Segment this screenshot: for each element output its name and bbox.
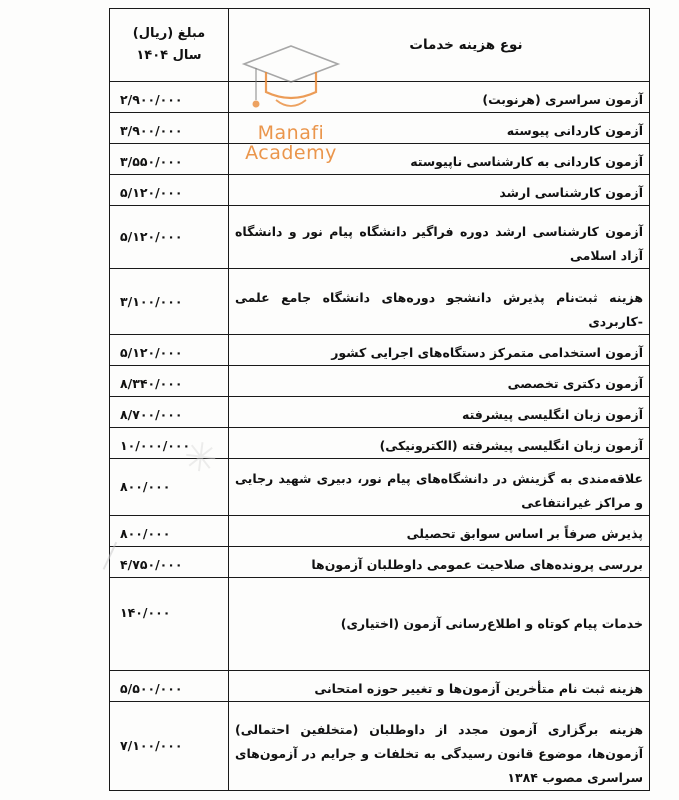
service-amount: ۱۴۰/۰۰۰ (110, 578, 229, 671)
table-row (110, 206, 650, 269)
table-row (110, 82, 650, 113)
service-name: هزینه ثبت نام متأخرین آزمون‌ها و تغییر حوزه امتحانی (229, 671, 650, 702)
service-name: آزمون کارشناسی ارشد (229, 175, 650, 206)
faint-watermark: ✳ (174, 429, 230, 487)
table-header-row (110, 9, 650, 82)
table-row (110, 113, 650, 144)
header-amount-year: سال ۱۴۰۴ (136, 48, 202, 63)
service-amount: ۳/۵۵۰/۰۰۰ (110, 144, 229, 175)
table-row (110, 516, 650, 547)
service-amount: ۵/۱۲۰/۰۰۰ (110, 206, 229, 269)
service-name: بررسی پرونده‌های صلاحیت عمومی داوطلبان آزمون‌ها (229, 547, 650, 578)
service-name: آزمون استخدامی متمرکز دستگاه‌های اجرایی کشور (229, 335, 650, 366)
table-row (110, 428, 650, 459)
service-amount: ۸/۷۰۰/۰۰۰ (110, 397, 229, 428)
service-amount: ۳/۱۰۰/۰۰۰ (110, 269, 229, 335)
logo-wordmark-line2: Academy (245, 142, 337, 164)
service-amount: ۲/۹۰۰/۰۰۰ (110, 82, 229, 113)
service-amount: ۳/۹۰۰/۰۰۰ (110, 113, 229, 144)
service-name: آزمون کاردانی به کارشناسی ناپیوسته (229, 144, 650, 175)
service-amount: ۷/۱۰۰/۰۰۰ (110, 702, 229, 791)
header-service-type: نوع هزینه خدمات (229, 9, 650, 82)
table-row (110, 702, 650, 791)
table-row (110, 335, 650, 366)
service-name: آزمون کاردانی پیوسته (229, 113, 650, 144)
service-amount: ۸/۳۴۰/۰۰۰ (110, 366, 229, 397)
table-row (110, 459, 650, 516)
table-row (110, 366, 650, 397)
table-row (110, 578, 650, 671)
service-name: هزینه ثبت‌نام پذیرش دانشجو دوره‌های دانشگاه جامع علمی -کاربردی (229, 269, 650, 335)
service-name: پذیرش صرفاً بر اساس سوابق تحصیلی (229, 516, 650, 547)
service-name: هزینه برگزاری آزمون مجدد از داوطلبان (متخلفین احتمالی) آزمون‌ها، موضوع قانون رسیدگی به تخلفات و جرایم در آزمون‌های سراسری مصوب ۱۳۸۴ (229, 702, 650, 791)
service-name: آزمون زبان انگلیسی پیشرفته (229, 397, 650, 428)
service-name: خدمات پیام کوتاه و اطلاع‌رسانی آزمون (اختیاری) (229, 578, 650, 671)
table-row (110, 144, 650, 175)
service-amount: ۵/۱۲۰/۰۰۰ (110, 175, 229, 206)
service-amount: ۵/۱۲۰/۰۰۰ (110, 335, 229, 366)
table-row (110, 269, 650, 335)
service-amount: ۴/۷۵۰/۰۰۰ (110, 547, 229, 578)
service-name: آزمون زبان انگلیسی پیشرفته (الکترونیکی) (229, 428, 650, 459)
header-amount (110, 9, 229, 82)
service-fee-table (109, 8, 650, 791)
table-row (110, 671, 650, 702)
service-name: آزمون سراسری (هرنوبت) (229, 82, 650, 113)
table-row (110, 397, 650, 428)
table-row (110, 547, 650, 578)
service-name: آزمون دکتری تخصصی (229, 366, 650, 397)
service-name: آزمون کارشناسی ارشد دوره فراگیر دانشگاه پیام نور و دانشگاه آزاد اسلامی (229, 206, 650, 269)
service-amount: ۸۰۰/۰۰۰ (110, 459, 229, 516)
service-amount: ۸۰۰/۰۰۰ (110, 516, 229, 547)
service-amount: ۱۰/۰۰۰/۰۰۰ (110, 428, 229, 459)
service-amount: ۵/۵۰۰/۰۰۰ (110, 671, 229, 702)
header-amount-unit: مبلغ (ریال) (132, 26, 206, 41)
service-name: علاقه‌مندی به گزینش در دانشگاه‌های پیام نور، دبیری شهید رجایی و مراکز غیرانتفاعی (229, 459, 650, 516)
logo-wordmark-line1: Manafi (257, 122, 325, 144)
table-row (110, 175, 650, 206)
